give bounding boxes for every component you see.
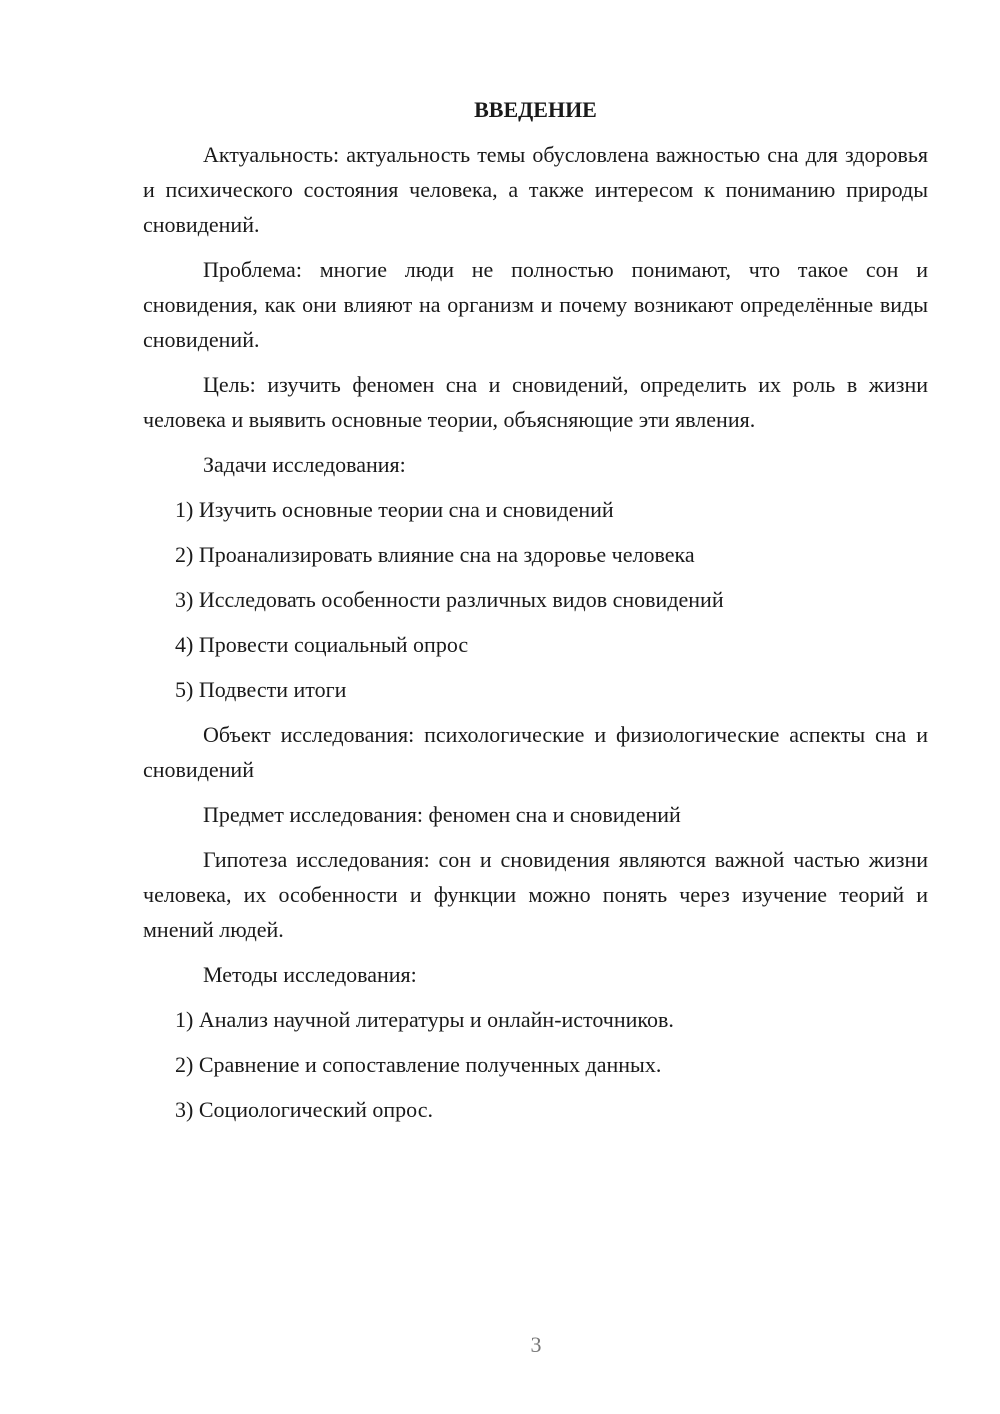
goal-paragraph: Цель: изучить феномен сна и сновидений, определить их роль в жизни человека и выявить основные теории, объясняющие эти явления. — [143, 372, 928, 432]
list-item: 1) Анализ научной литературы и онлайн-источников. — [175, 1007, 674, 1032]
methods-title: Методы исследования: — [203, 962, 417, 987]
list-item: 2) Сравнение и сопоставление полученных данных. — [175, 1052, 662, 1077]
hypothesis-paragraph: Гипотеза исследования: сон и сновидения являются важной частью жизни человека, их особенности и функции можно понять через изучение теорий и мнений людей. — [143, 847, 928, 942]
subject-paragraph: Предмет исследования: феномен сна и сновидений — [203, 802, 681, 827]
list-item: 5) Подвести итоги — [175, 677, 347, 702]
page-heading: ВВЕДЕНИЕ — [474, 97, 597, 122]
list-item: 3) Социологический опрос. — [175, 1097, 433, 1122]
object-paragraph: Объект исследования: психологические и физиологические аспекты сна и сновидений — [143, 722, 928, 782]
relevance-paragraph: Актуальность: актуальность темы обусловлена важностью сна для здоровья и психического состояния человека, а также интересом к пониманию природы сновидений. — [143, 142, 928, 237]
tasks-title: Задачи исследования: — [203, 452, 406, 477]
list-item: 1) Изучить основные теории сна и сновидений — [175, 497, 614, 522]
methods-list — [143, 1002, 928, 1127]
list-item: 2) Проанализировать влияние сна на здоровье человека — [175, 542, 695, 567]
list-item: 3) Исследовать особенности различных видов сновидений — [175, 587, 724, 612]
list-item: 4) Провести социальный опрос — [175, 632, 469, 657]
page-content — [143, 92, 928, 1137]
page-number: 3 — [530, 1332, 542, 1357]
problem-paragraph: Проблема: многие люди не полностью понимают, что такое сон и сновидения, как они влияют на организм и почему возникают определённые виды сновидений. — [143, 257, 928, 352]
tasks-list — [143, 492, 928, 707]
